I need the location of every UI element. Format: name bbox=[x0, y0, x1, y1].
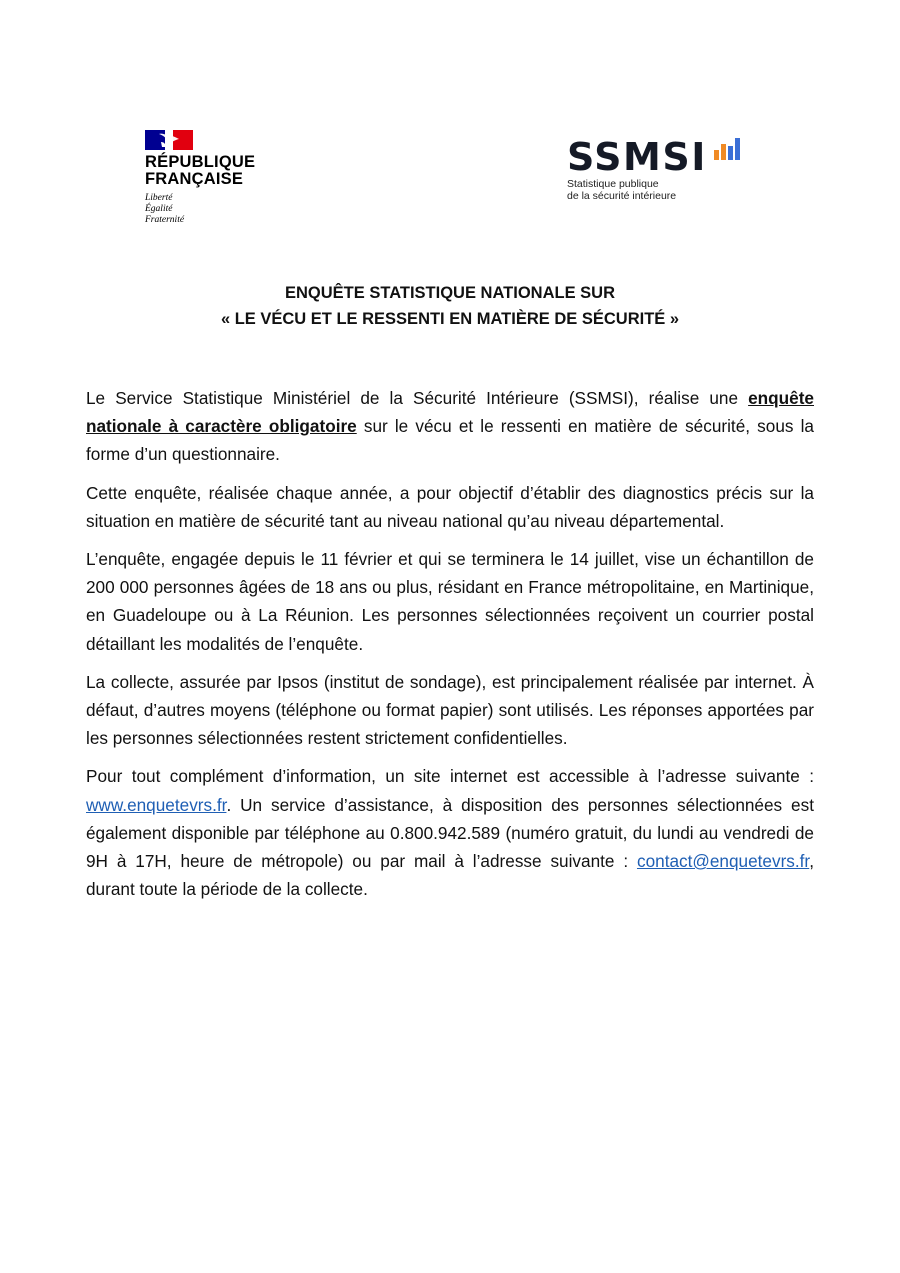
ssmsi-logo bbox=[567, 134, 747, 202]
marianne-flag-icon bbox=[145, 130, 193, 150]
ssmsi-wordmark: SSMSI bbox=[567, 135, 707, 179]
ssmsi-subtitle: Statistique publique de la sécurité intérieure bbox=[567, 178, 677, 202]
republique-francaise-logo bbox=[145, 130, 275, 226]
paragraph-5: Pour tout complément d’information, un site internet est accessible à l’adresse suivante : www.enquetevrs.fr. Un service d’assistance, à disposition des personnes sélectionnées est également disponible par téléphone au 0.800.942.589 (numéro gratuit, du lundi au vendredi de 9H à 17H, heure de métropole) ou par mail à l’adresse suivante : contact@enquetevrs.fr, durant toute la période de la collecte. bbox=[86, 766, 814, 900]
title-line-2: « LE VÉCU ET LE RESSENTI EN MATIÈRE DE SÉCURITÉ » bbox=[220, 310, 680, 328]
paragraph-3: L’enquête, engagée depuis le 11 février et qui se terminera le 14 juillet, vise un échantillon de 200 000 personnes âgées de 18 ans ou plus, résidant en France métropolitaine, en Martinique, en Guadeloupe ou à La Réunion. Les personnes sélectionnées reçoivent un courrier postal détaillant les modalités de l’enquête. bbox=[86, 549, 814, 654]
title-line-1: ENQUÊTE STATISTIQUE NATIONALE SUR bbox=[284, 284, 615, 302]
page-title bbox=[86, 280, 814, 332]
paragraph-1: Le Service Statistique Ministériel de la Sécurité Intérieure (SSMSI), réalise une enquête nationale à caractère obligatoire sur le vécu et le ressenti en matière de sécurité, sous la forme d’un questionnaire. bbox=[86, 388, 814, 465]
survey-website-link[interactable]: www.enquetevrs.fr bbox=[86, 794, 227, 815]
republique-motto: Liberté Égalité Fraternité bbox=[145, 193, 185, 225]
republique-francaise-name: RÉPUBLIQUE FRANÇAISE bbox=[145, 153, 256, 188]
paragraph-4: La collecte, assurée par Ipsos (institut de sondage), est principalement réalisée par internet. À défaut, d’autres moyens (téléphone ou format papier) sont utilisés. Les réponses apportées par les personnes sélectionnées restent strictement confidentielles. bbox=[86, 671, 814, 749]
bar-chart-icon bbox=[714, 136, 740, 160]
mandatory-survey-emphasis: enquête nationale à caractère obligatoire bbox=[86, 388, 814, 437]
letter-body bbox=[86, 384, 814, 913]
contact-email-link[interactable]: contact@enquetevrs.fr bbox=[636, 851, 810, 872]
paragraph-2: Cette enquête, réalisée chaque année, a pour objectif d’établir des diagnostics précis sur la situation en matière de sécurité tant au niveau national qu’au niveau départemental. bbox=[86, 482, 814, 531]
